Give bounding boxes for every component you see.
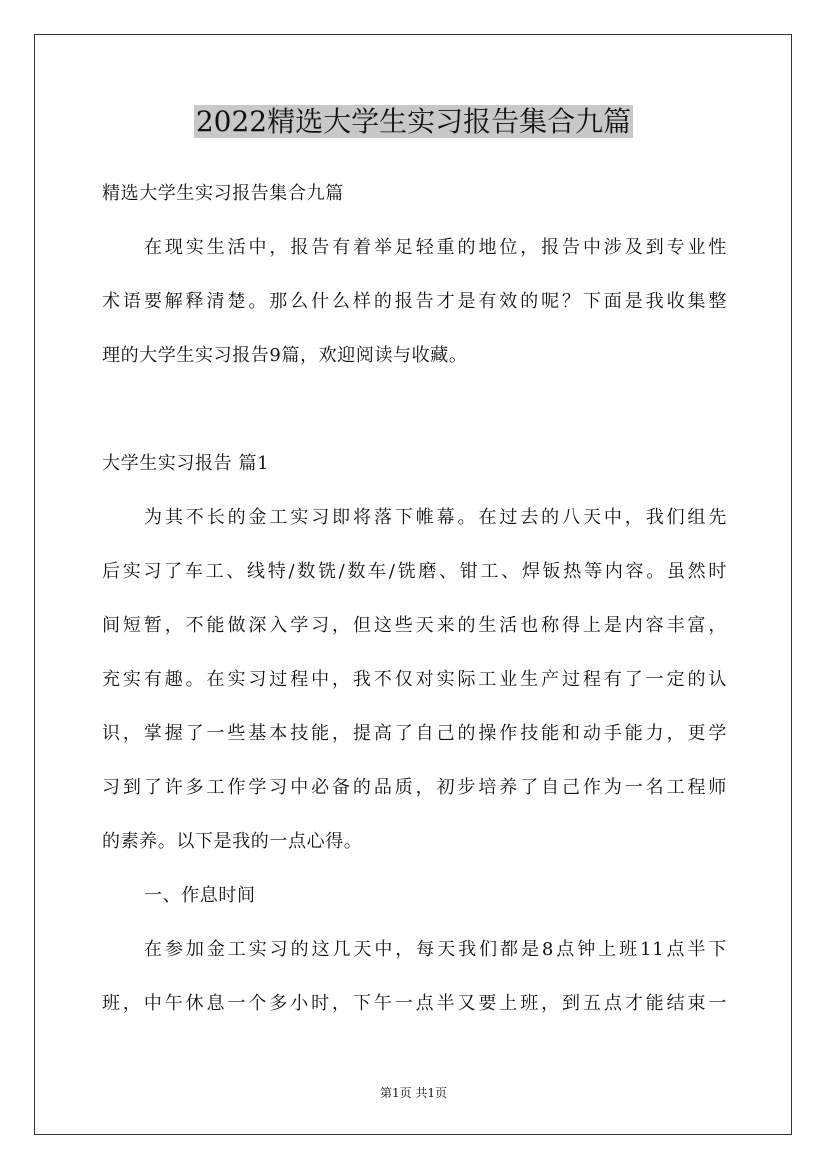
text-line: 间短暂，不能做深入学习，但这些天来的生活也称得上是内容丰富， xyxy=(102,615,727,636)
text-line: 的素养。以下是我的一点心得。 xyxy=(102,831,363,852)
text-line: 在参加金工实习的这几天中，每天我们都是8点钟上班11点半下 xyxy=(144,939,727,960)
text-line: 在现实生活中，报告有着举足轻重的地位，报告中涉及到专业性 xyxy=(144,237,727,258)
text-line: 大学生实习报告 篇1 xyxy=(102,453,270,474)
text-line: 一、作息时间 xyxy=(144,885,256,906)
blank-line xyxy=(102,383,727,437)
document-title xyxy=(0,100,827,144)
text-line: 为其不长的金工实习即将落下帷幕。在过去的八天中，我们组先 xyxy=(144,507,727,528)
document-title-text: 2022精选大学生实习报告集合九篇 xyxy=(195,105,632,138)
text-line: 精选大学生实习报告集合九篇 xyxy=(102,183,344,204)
text-line: 识，掌握了一些基本技能，提高了自己的操作技能和动手能力，更学 xyxy=(102,723,727,744)
text-line: 充实有趣。在实习过程中，我不仅对实际工业生产过程有了一定的认 xyxy=(102,669,727,690)
text-line: 术语要解释清楚。那么什么样的报告才是有效的呢？下面是我收集整 xyxy=(102,291,727,312)
page-footer: 第1页 共1页 xyxy=(379,1086,448,1100)
text-line: 班，中午休息一个多小时，下午一点半又要上班，到五点才能结束一 xyxy=(102,993,727,1014)
text-line: 理的大学生实习报告9篇，欢迎阅读与收藏。 xyxy=(102,345,468,366)
text-line: 习到了许多工作学习中必备的品质，初步培养了自己作为一名工程师 xyxy=(102,777,727,798)
document-body xyxy=(102,167,727,1031)
text-line: 后实习了车工、线特/数铣/数车/铣磨、钳工、焊钣热等内容。虽然时 xyxy=(102,561,727,582)
